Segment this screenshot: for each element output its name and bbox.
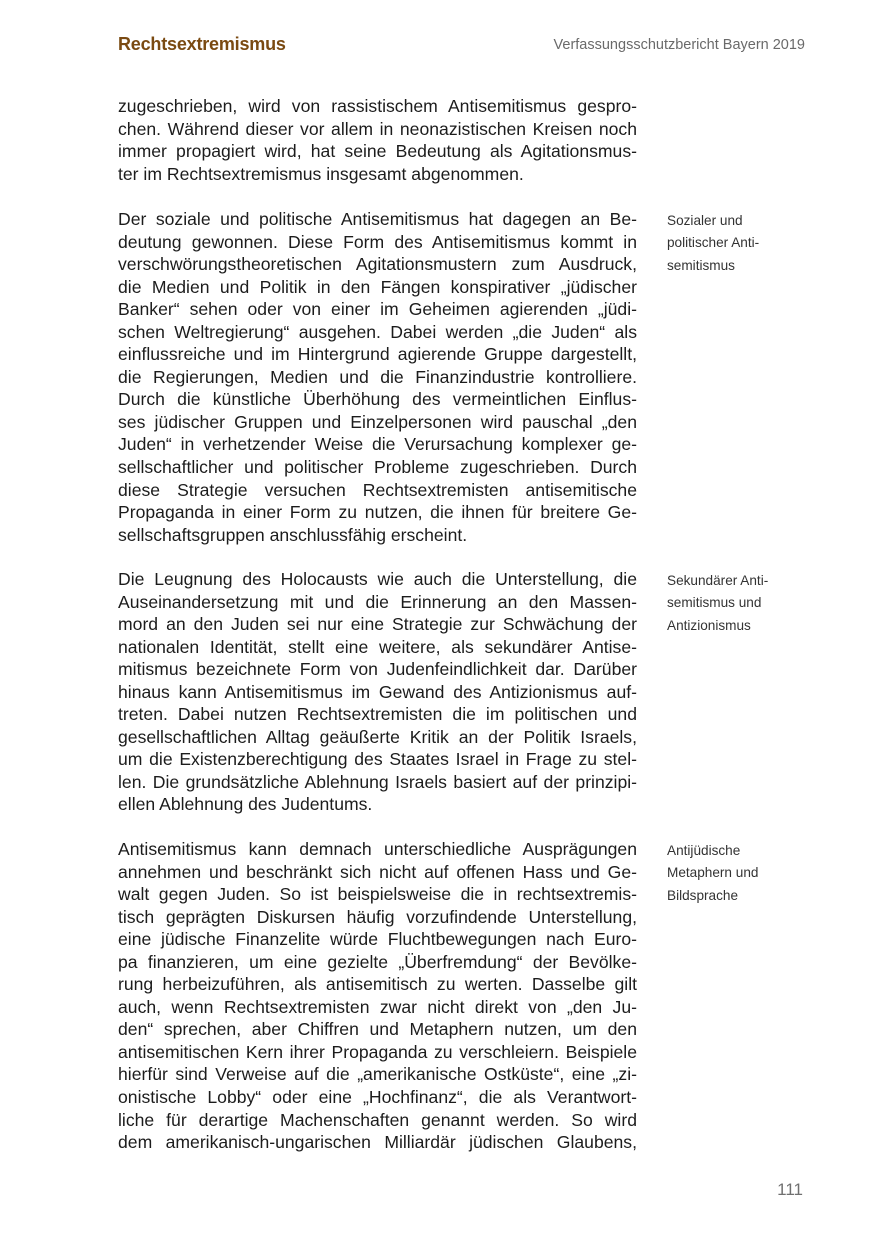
text-line: zugeschrieben, wird von rassistischem Antisemitismus gespro- bbox=[118, 96, 637, 116]
text-line: Juden“ in verhetzender Weise die Verursachung komplexer ge- bbox=[118, 434, 637, 455]
text-line: ter im Rechtsextremismus insgesamt abgenommen. bbox=[118, 163, 524, 184]
margin-note-line: Antijüdische bbox=[667, 843, 741, 858]
margin-note-line: Sozialer und bbox=[667, 213, 743, 228]
text-line: pa finanzieren, um eine gezielte „Überfremdung“ der Bevölke- bbox=[118, 951, 637, 972]
margin-note-metaphors bbox=[667, 840, 787, 907]
text-line: einflussreiche und im Hintergrund agierende Gruppe dargestellt, bbox=[118, 344, 637, 365]
margin-note-line: semitismus bbox=[667, 257, 735, 273]
margin-note-line: Sekundärer Anti- bbox=[667, 573, 769, 588]
text-line: Die Leugnung des Holocausts wie auch die Unterstellung, die bbox=[118, 569, 637, 589]
paragraph-2 bbox=[118, 208, 637, 546]
text-line: rung herbeizuführen, als antisemitisch zu werten. Dasselbe gilt bbox=[118, 974, 637, 995]
paragraph-4 bbox=[118, 838, 637, 1154]
paragraph-3 bbox=[118, 568, 637, 816]
text-line: chen. Während dieser vor allem in neonazistischen Kreisen noch bbox=[118, 118, 637, 139]
text-line: ses jüdischer Gruppen und Einzelpersonen wird pauschal „den bbox=[118, 411, 637, 432]
text-line: Auseinandersetzung mit und die Erinnerung an den Massen- bbox=[118, 591, 637, 612]
text-line: Durch die künstliche Überhöhung des vermeintlichen Einflus- bbox=[118, 389, 637, 410]
text-line: den“ sprechen, aber Chiffren und Metaphern nutzen, um den bbox=[118, 1019, 637, 1040]
text-line: gesellschaftlichen Alltag geäußerte Kritik an der Politik Israels, bbox=[118, 726, 637, 747]
text-line: hinaus kann Antisemitismus im Gewand des Antizionismus auf- bbox=[118, 681, 637, 702]
text-line: die Medien und Politik in den Fängen konspirativer „jüdischer bbox=[118, 276, 637, 297]
text-line: eine jüdische Finanzelite würde Fluchtbewegungen nach Euro- bbox=[118, 929, 637, 950]
running-header-publication: Verfassungsschutzbericht Bayern 2019 bbox=[553, 37, 805, 53]
text-line: len. Die grundsätzliche Ablehnung Israels basiert auf der prinzipi- bbox=[118, 771, 637, 792]
text-line: tisch geprägten Diskursen häufig vorzufindende Unterstellung, bbox=[118, 906, 637, 927]
text-line: annehmen und beschränkt sich nicht auf offenen Hass und Ge- bbox=[118, 861, 637, 882]
text-line: sellschaftsgruppen anschlussfähig erscheint. bbox=[118, 524, 468, 545]
text-line: dem amerikanisch-ungarischen Milliardär jüdischen Glaubens, bbox=[118, 1132, 637, 1153]
text-line: onistische Lobby“ oder eine „Hochfinanz“, die als Verantwort- bbox=[118, 1087, 637, 1108]
margin-note-line: politischer Anti- bbox=[667, 235, 760, 251]
text-line: sellschaftlicher und politischer Probleme zugeschrieben. Durch bbox=[118, 457, 637, 478]
margin-note-line: Antizionismus bbox=[667, 617, 751, 633]
margin-note-line: semitismus und bbox=[667, 595, 762, 611]
text-line: immer propagiert wird, hat seine Bedeutung als Agitationsmus- bbox=[118, 141, 637, 162]
text-line: schen Weltregierung“ ausgehen. Dabei werden „die Juden“ als bbox=[118, 321, 637, 342]
text-line: um die Existenzberechtigung des Staates Israel in Frage zu stel- bbox=[118, 749, 637, 770]
text-line: walt gegen Juden. So ist beispielsweise die in rechtsextremis- bbox=[118, 884, 637, 905]
paragraph-1 bbox=[118, 95, 637, 185]
margin-note-line: Bildsprache bbox=[667, 887, 739, 903]
margin-note-line: Metaphern und bbox=[667, 865, 759, 881]
margin-note-social-political bbox=[667, 210, 787, 277]
text-line: die Regierungen, Medien und die Finanzindustrie kontrolliere. bbox=[118, 366, 637, 387]
text-line: hierfür sind Verweise auf die „amerikanische Ostküste“, eine „zi- bbox=[118, 1064, 637, 1085]
text-line: mord an den Juden sei nur eine Strategie zur Schwächung der bbox=[118, 614, 637, 635]
text-line: antisemitischen Kern ihrer Propaganda zu verschleiern. Beispiele bbox=[118, 1041, 637, 1062]
text-line: ellen Ablehnung des Judentums. bbox=[118, 794, 373, 815]
text-line: nationalen Identität, stellt eine weitere, als sekundärer Antise- bbox=[118, 636, 637, 657]
text-line: diese Strategie versuchen Rechtsextremisten antisemitische bbox=[118, 479, 637, 500]
margin-note-secondary bbox=[667, 570, 787, 637]
text-line: mitismus bezeichnete Form von Judenfeindlichkeit dar. Darüber bbox=[118, 659, 637, 680]
text-line: Antisemitismus kann demnach unterschiedliche Ausprägungen bbox=[118, 839, 637, 859]
page-number: 111 bbox=[777, 1180, 803, 1199]
running-header-title: Rechtsextremismus bbox=[118, 34, 286, 54]
text-line: Propaganda in einer Form zu nutzen, die ihnen für breitere Ge- bbox=[118, 502, 637, 523]
text-line: auch, wenn Rechtsextremisten zwar nicht direkt von „den Ju- bbox=[118, 996, 637, 1017]
text-line: deutung gewonnen. Diese Form des Antisemitismus kommt in bbox=[118, 231, 637, 252]
text-line: Banker“ sehen oder von einer im Geheimen agierenden „jüdi- bbox=[118, 299, 637, 320]
text-line: treten. Dabei nutzen Rechtsextremisten die im politischen und bbox=[118, 704, 637, 725]
text-line: verschwörungstheoretischen Agitationsmustern zum Ausdruck, bbox=[118, 254, 637, 275]
text-line: Der soziale und politische Antisemitismus hat dagegen an Be- bbox=[118, 209, 637, 229]
text-line: liche für derartige Machenschaften genannt werden. So wird bbox=[118, 1109, 637, 1130]
